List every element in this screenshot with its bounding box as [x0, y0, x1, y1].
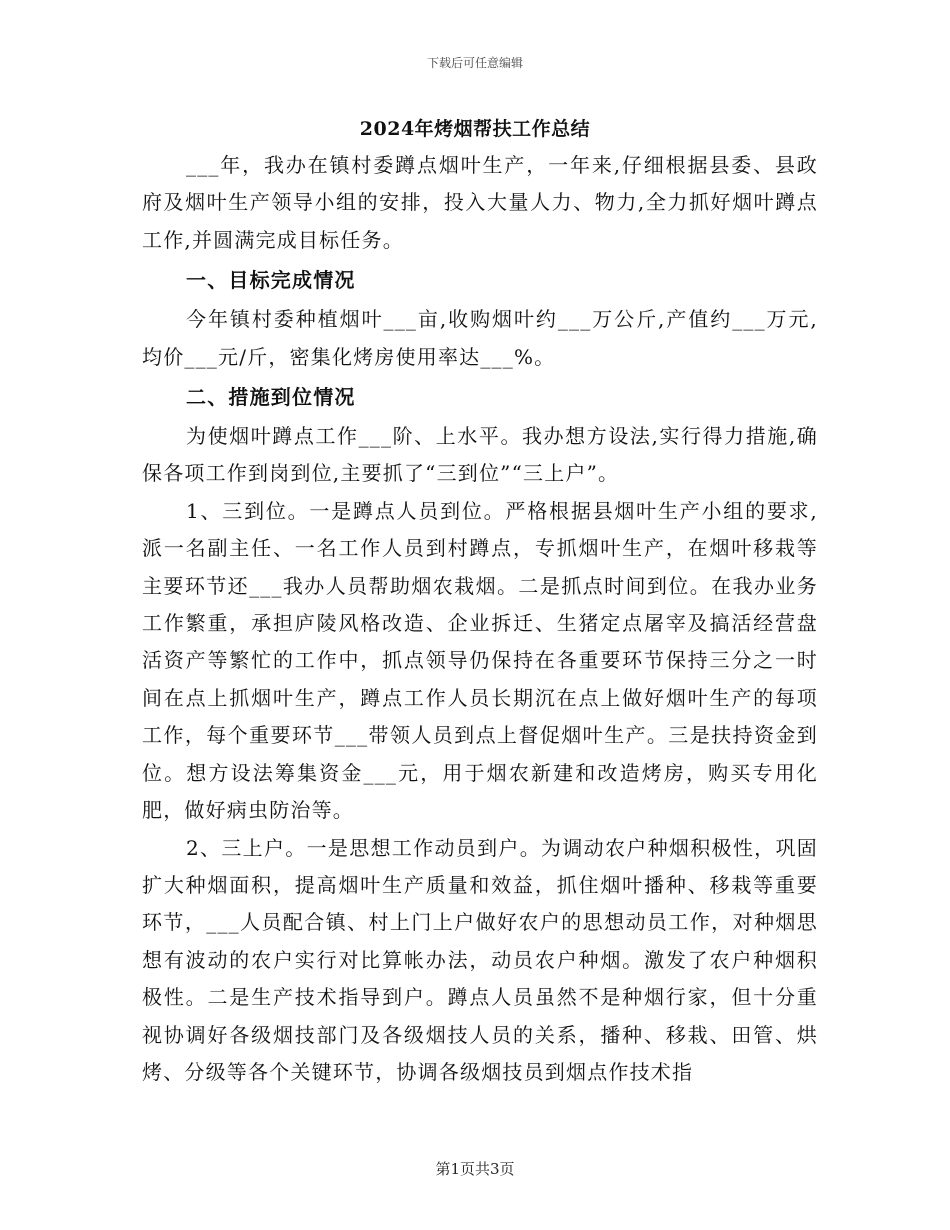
- point-three-in-place-paragraph: 1、三到位。一是蹲点人员到位。严格根据县烟叶生产小组的要求,派一名副主任、一名工作人员到村蹲点，专抓烟叶生产，在烟叶移栽等主要环节还___我办人员帮助烟农栽烟。二是抓点时间到位。在我办业务工作繁重，承担庐陵风格改造、企业拆迁、生猪定点屠宰及搞活经营盘活资产等繁忙的工作中，抓点领导仍保持在各重要环节保持三分之一时间在点上抓烟叶生产，蹲点工作人员长期沉在点上做好烟叶生产的每项工作，每个重要环节___带领人员到点上督促烟叶生产。三是扶持资金到位。想方设法筹集资金___元，用于烟农新建和改造烤房，购买专用化肥，做好病虫防治等。: [142, 498, 818, 823]
- document-title: 2024年烤烟帮扶工作总结: [359, 118, 591, 140]
- section-heading-targets: 一、目标完成情况: [186, 268, 356, 293]
- page-header-note: 下载后可任意编辑: [426, 56, 523, 70]
- page-number: 第1页共3页: [435, 1160, 515, 1178]
- section-targets-paragraph: 今年镇村委种植烟叶___亩,收购烟叶约___万公斤,产值约___万元,均价___元/斤，密集化烤房使用率达___%。: [142, 307, 818, 369]
- document-body: [142, 147, 818, 1091]
- section-heading-measures: 二、措施到位情况: [186, 385, 356, 410]
- intro-paragraph: ___年，我办在镇村委蹲点烟叶生产，一年来,仔细根据县委、县政府及烟叶生产领导小组的安排，投入大量人力、物力,全力抓好烟叶蹲点工作,并圆满完成目标任务。: [142, 153, 818, 252]
- section-measures-paragraph: 为使烟叶蹲点工作___阶、上水平。我办想方设法,实行得力措施,确保各项工作到岗到位,主要抓了“三到位”“三上户”。: [142, 424, 818, 486]
- point-three-to-household-paragraph: 2、三上户。一是思想工作动员到户。为调动农户种烟积极性，巩固扩大种烟面积，提高烟叶生产质量和效益，抓住烟叶播种、移栽等重要环节，___人员配合镇、村上门上户做好农户的思想动员工作，对种烟思想有波动的农户实行对比算帐办法，动员农户种烟。激发了农户种烟积极性。二是生产技术指导到户。蹲点人员虽然不是种烟行家，但十分重视协调好各级烟技部门及各级烟技人员的关系，播种、移栽、田管、烘烤、分级等各个关键环节，协调各级烟技员到烟点作技术指: [142, 835, 818, 1084]
